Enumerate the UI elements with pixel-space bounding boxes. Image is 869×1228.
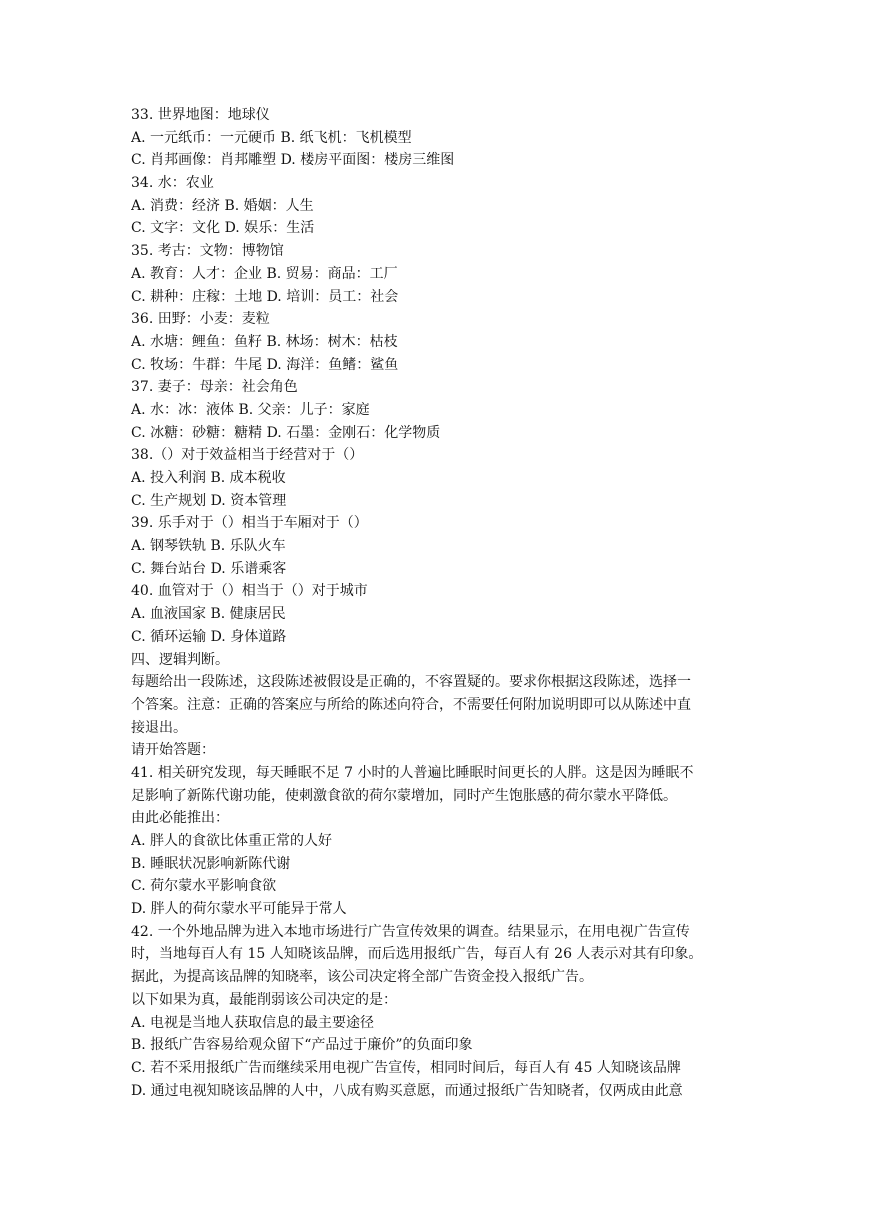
text-line: 34. 水：农业 [131,175,214,192]
text-line: 接退出。 [131,719,187,736]
text-line: C. 文字：文化 D. 娱乐：生活 [131,220,315,237]
text-line: 以下如果为真，最能削弱该公司决定的是： [131,991,397,1008]
text-line: A. 一元纸币：一元硬币 B. 纸飞机：飞机模型 [131,129,412,146]
text-line: D. 通过电视知晓该品牌的人中，八成有购买意愿，而通过报纸广告知晓者，仅两成由此意 [131,1082,683,1099]
text-line: A. 钢琴铁轨 B. 乐队火车 [131,538,286,555]
text-line: C. 牧场：牛群：牛尾 D. 海洋：鱼鳍：鲨鱼 [131,356,399,373]
text-line: C. 肖邦画像：肖邦雕塑 D. 楼房平面图：楼房三维图 [131,152,455,169]
text-line: 35. 考古：文物：博物馆 [131,243,284,260]
text-line: B. 报纸广告容易给观众留下“产品过于廉价”的负面印象 [131,1037,473,1054]
text-line: 42. 一个外地品牌为进入本地市场进行广告宣传效果的调查。结果显示，在用电视广告宣传 [131,923,690,940]
text-line: B. 睡眠状况影响新陈代谢 [131,855,291,872]
text-line: 39. 乐手对于（）相当于车厢对于（） [131,515,368,532]
text-line: 时，当地每百人有 15 人知晓该品牌，而后选用报纸广告，每百人有 26 人表示对其有印象。 [131,946,703,963]
text-line: 38.（）对于效益相当于经营对于（） [131,447,364,464]
text-line: A. 血液国家 B. 健康居民 [131,606,286,623]
text-line: A. 投入利润 B. 成本税收 [131,470,286,486]
text-line: C. 生产规划 D. 资本管理 [131,492,287,509]
text-line: 足影响了新陈代谢功能，使刺激食欲的荷尔蒙增加，同时产生饱胀感的荷尔蒙水平降低。 [131,787,677,804]
text-line: 每题给出一段陈述，这段陈述被假设是正确的，不容置疑的。要求你根据这段陈述，选择一 [131,674,691,691]
section-heading: 四、逻辑判断。 [131,651,229,668]
text-line: C. 荷尔蒙水平影响食欲 [131,878,277,895]
text-line: A. 消费：经济 B. 婚姻：人生 [131,197,314,214]
text-line: C. 舞台站台 D. 乐谱乘客 [131,560,287,577]
text-line: 据此，为提高该品牌的知晓率，该公司决定将全部广告资金投入报纸广告。 [131,969,593,986]
text-line: 40. 血管对于（）相当于（）对于城市 [131,583,368,600]
text-line: C. 循环运输 D. 身体道路 [131,628,287,645]
text-line: 41. 相关研究发现，每天睡眠不足 7 小时的人普遍比睡眠时间更长的人胖。这是因为睡眠不 [131,764,694,781]
text-line: 个答案。注意：正确的答案应与所给的陈述向符合，不需要任何附加说明即可以从陈述中直 [131,696,691,713]
text-line: A. 电视是当地人获取信息的最主要途径 [131,1014,375,1031]
text-line: A. 教育：人才：企业 B. 贸易：商品：工厂 [131,265,398,282]
text-line: 由此必能推出： [131,810,229,827]
text-line: C. 若不采用报纸广告而继续采用电视广告宣传，相同时间后，每百人有 45 人知晓该品牌 [131,1059,681,1076]
text-line: C. 耕种：庄稼：土地 D. 培训：员工：社会 [131,288,399,305]
text-line: A. 水塘：鲤鱼：鱼籽 B. 林场：树木：枯枝 [131,333,398,350]
text-line: A. 胖人的食欲比体重正常的人好 [131,833,333,849]
text-line: 请开始答题： [131,742,215,759]
text-line: A. 水：冰：液体 B. 父亲：儿子：家庭 [131,401,370,418]
text-line: 37. 妻子：母亲：社会角色 [131,379,298,396]
text-line: C. 冰糖：砂糖：糖精 D. 石墨：金刚石：化学物质 [131,424,441,441]
text-line: 36. 田野：小麦：麦粒 [131,311,270,328]
text-line: D. 胖人的荷尔蒙水平可能异于常人 [131,901,347,918]
document-page [131,104,741,1102]
text-line: 33. 世界地图：地球仪 [131,107,270,123]
